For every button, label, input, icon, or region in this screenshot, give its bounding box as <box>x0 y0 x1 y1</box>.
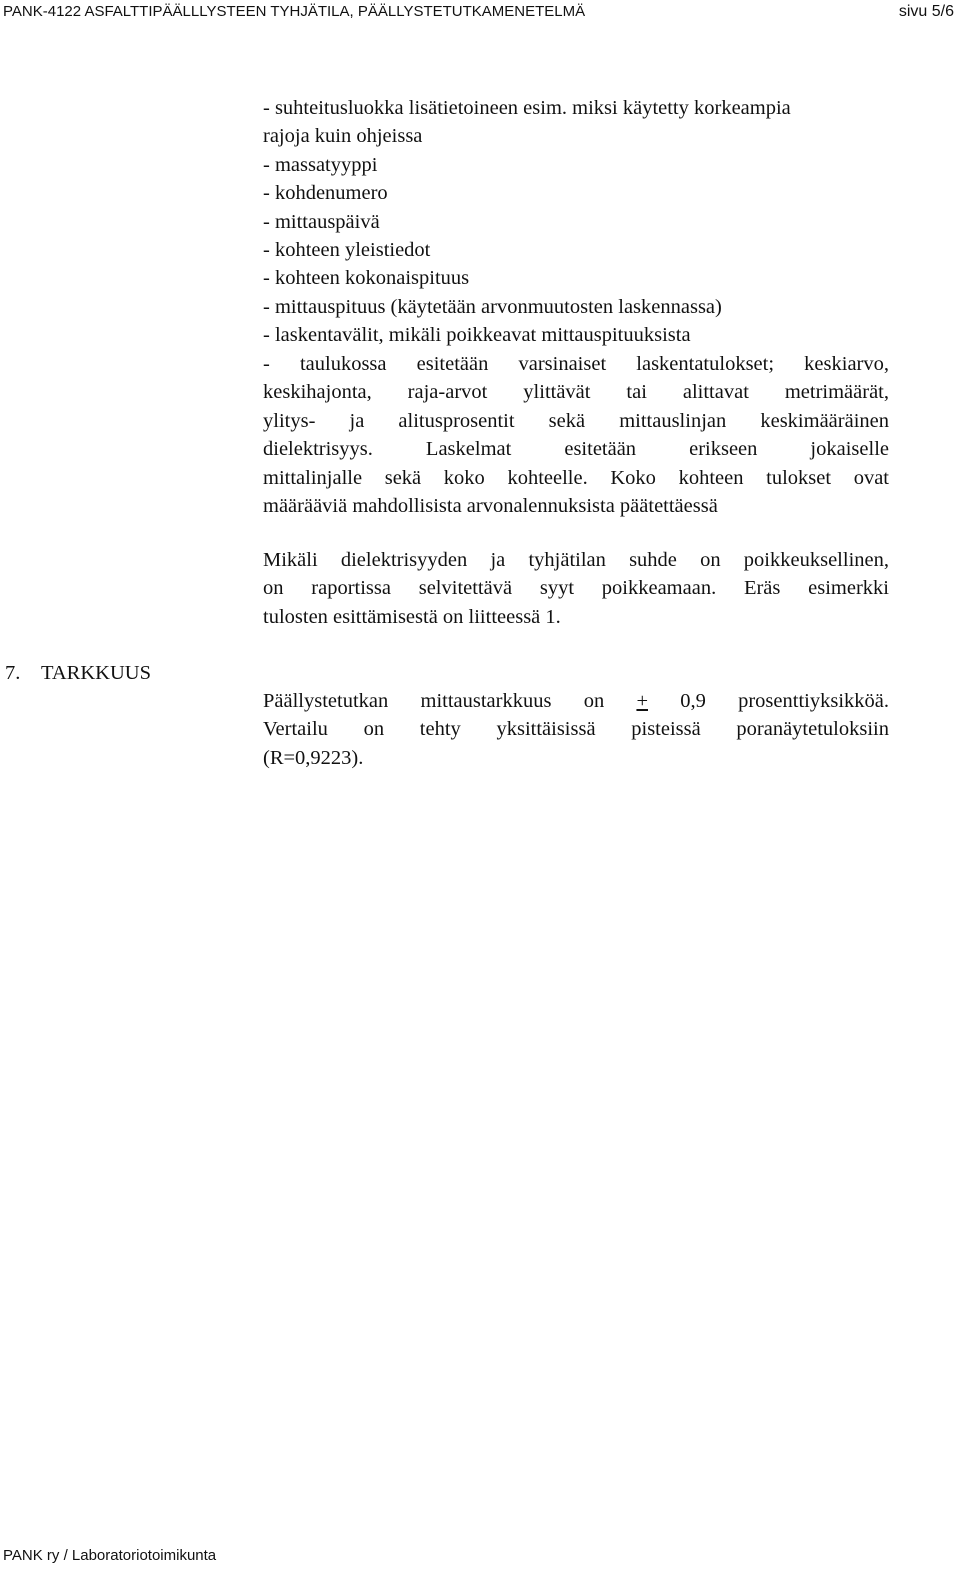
list-item: - mittauspituus (käytetään arvonmuutosten laskennassa) <box>263 295 722 318</box>
page-footer: PANK ry / Laboratoriotoimikunta <box>3 1547 217 1564</box>
paragraph-line: on raportissa selvitettävä syyt poikkeamaan. Eräs esimerkki <box>263 577 889 600</box>
paragraph-line: mittalinjalle sekä koko kohteelle. Koko kohteen tulokset ovat <box>263 466 889 489</box>
list-item: - kohdenumero <box>263 182 388 205</box>
document-title: PANK-4122 ASFALTTIPÄÄLLLYSTEEN TYHJÄTILA, PÄÄLLYSTETUTKAMENETELMÄ <box>3 3 586 20</box>
deviation-paragraph <box>263 546 889 631</box>
paragraph-line: tulosten esittämisestä on liitteessä 1. <box>263 605 561 628</box>
list-item: - kohteen yleistiedot <box>263 239 431 262</box>
accuracy-text-start: Päällystetutkan mittaustarkkuus on <box>263 690 637 712</box>
list-item: - kohteen kokonaispituus <box>263 267 470 290</box>
list-item: - laskentavälit, mikäli poikkeavat mittauspituuksista <box>263 324 691 347</box>
plus-minus-sign: + <box>636 690 648 712</box>
paragraph-line: (R=0,9223). <box>263 746 364 769</box>
paragraph-line: ylitys- ja alitusprosentit sekä mittauslinjan keskimääräinen <box>263 409 889 432</box>
page-header <box>3 2 954 24</box>
section-heading <box>5 659 151 687</box>
report-contents-list <box>263 94 889 350</box>
list-item: rajoja kuin ohjeissa <box>263 125 423 148</box>
paragraph-line: keskihajonta, raja-arvot ylittävät tai alittavat metrimäärät, <box>263 381 889 404</box>
paragraph-line: määrääviä mahdollisista arvonalennuksista päätettäessä <box>263 495 718 518</box>
accuracy-text-end: 0,9 prosenttiyksikköä. <box>648 690 889 712</box>
list-item: - massatyyppi <box>263 153 378 176</box>
results-paragraph <box>263 350 889 520</box>
page-number: sivu 5/6 <box>898 3 954 20</box>
paragraph-line: Mikäli dielektrisyyden ja tyhjätilan suhde on poikkeuksellinen, <box>263 549 889 571</box>
section-title: TARKKUUS <box>41 662 151 684</box>
paragraph-line: Vertailu on tehty yksittäisissä pisteissä poranäytetuloksiin <box>263 718 889 741</box>
paragraph-line <box>263 687 889 715</box>
paragraph-line: dielektrisyys. Laskelmat esitetään erikseen jokaiselle <box>263 438 889 461</box>
section-number: 7. <box>5 662 21 684</box>
list-item: - mittauspäivä <box>263 210 380 233</box>
paragraph-line: - taulukossa esitetään varsinaiset laskentatulokset; keskiarvo, <box>263 353 889 375</box>
list-item: - suhteitusluokka lisätietoineen esim. miksi käytetty korkeampia <box>263 97 791 119</box>
accuracy-paragraph <box>263 687 889 772</box>
